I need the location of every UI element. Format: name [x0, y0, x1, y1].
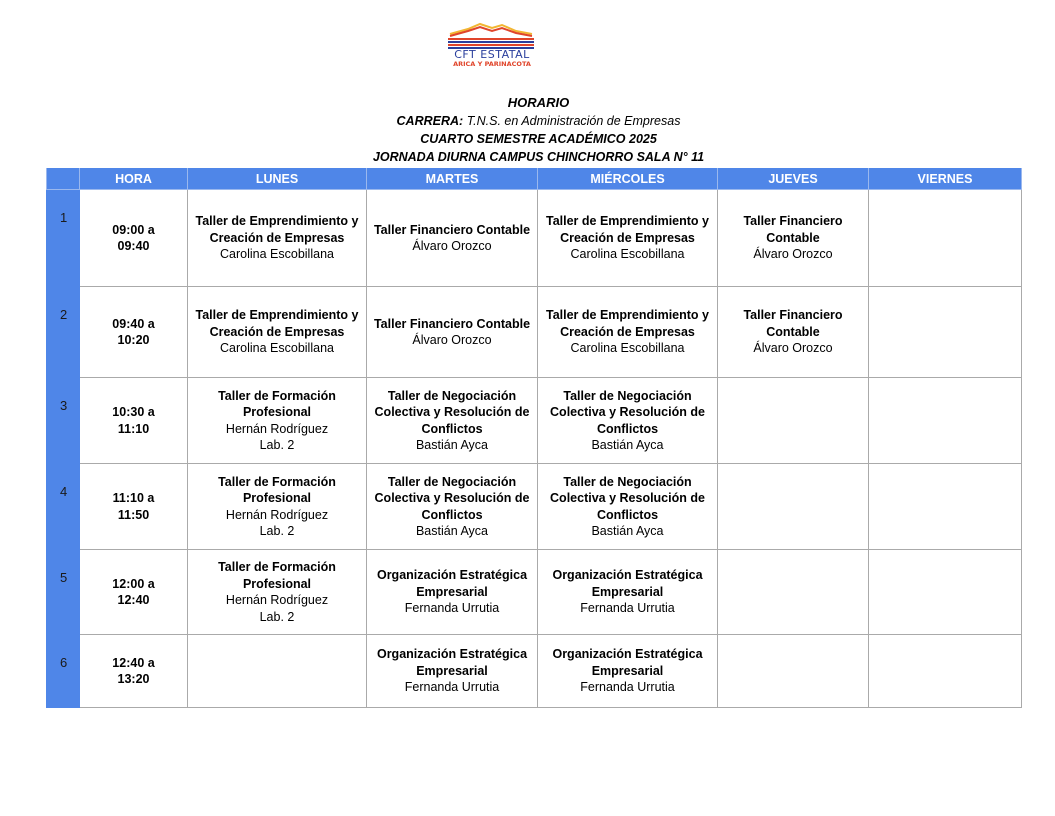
logo-name: CFT ESTATAL — [454, 48, 530, 61]
teacher-name: Álvaro Orozco — [412, 239, 492, 253]
teacher-name: Hernán Rodríguez — [225, 421, 329, 436]
jornada-line: JORNADA DIURNA CAMPUS CHINCHORRO SALA N° 11 — [372, 150, 705, 164]
carrera-line — [22, 112, 1055, 130]
class-cell — [188, 464, 367, 550]
course-name: Taller Financiero Contable — [743, 308, 843, 339]
room-label: Lab. 2 — [259, 438, 295, 452]
teacher-name: Fernanda Urrutia — [580, 680, 675, 695]
corner-cell — [47, 168, 80, 190]
class-cell — [869, 464, 1022, 550]
teacher-name: Bastián Ayca — [591, 438, 664, 452]
course-name: Taller Financiero Contable — [743, 214, 843, 245]
teacher-name: Carolina Escobillana — [220, 247, 334, 262]
col-header-hora: HORA — [80, 168, 188, 190]
hora-start: 12:40 a — [112, 655, 155, 670]
header-row — [47, 168, 1022, 190]
col-header-viernes: VIERNES — [869, 168, 1022, 190]
mountain-logo-icon — [446, 22, 538, 50]
hora-cell — [80, 635, 188, 708]
hora-start: 09:40 a — [112, 316, 155, 331]
teacher-name: Álvaro Orozco — [753, 247, 833, 262]
cft-logo — [446, 22, 538, 70]
room-label: Lab. 2 — [259, 609, 295, 624]
course-name: Taller de Negociación Colectiva y Resolución de Conflictos — [550, 388, 705, 436]
course-name: Taller Financiero Contable — [373, 316, 531, 331]
teacher-name: Fernanda Urrutia — [404, 601, 500, 616]
class-cell — [718, 464, 869, 550]
course-name: Taller de Emprendimiento y Creación de Empresas — [545, 308, 709, 339]
course-name: Organización Estratégica Empresarial — [376, 647, 528, 678]
teacher-name: Álvaro Orozco — [753, 341, 833, 356]
row-number: 5 — [47, 550, 80, 635]
course-name: Taller de Formación Profesional — [218, 560, 336, 591]
class-cell — [367, 550, 538, 635]
class-cell — [188, 635, 367, 708]
teacher-name: Carolina Escobillana — [220, 341, 334, 356]
course-name: Taller de Negociación Colectiva y Resolución de Conflictos — [374, 388, 530, 436]
class-cell — [188, 287, 367, 378]
class-cell — [367, 464, 538, 550]
class-cell — [869, 635, 1022, 708]
class-cell — [538, 550, 718, 635]
class-cell — [869, 287, 1022, 378]
hora-start: 09:00 a — [112, 222, 155, 237]
class-cell — [869, 550, 1022, 635]
class-cell — [718, 550, 869, 635]
class-cell — [538, 287, 718, 378]
class-cell — [718, 287, 869, 378]
course-name: Taller de Formación Profesional — [218, 388, 336, 419]
class-cell — [367, 287, 538, 378]
hora-end: 09:40 — [117, 239, 150, 253]
teacher-name: Bastián Ayca — [415, 524, 489, 538]
class-cell — [188, 190, 367, 287]
course-name: Taller de Emprendimiento y Creación de Empresas — [545, 214, 709, 245]
class-cell — [718, 635, 869, 708]
row-number: 6 — [47, 635, 80, 708]
table-row — [47, 190, 1022, 287]
hora-cell — [80, 190, 188, 287]
row-number: 4 — [47, 464, 80, 550]
carrera-value: T.N.S. en Administración de Empresas — [466, 114, 681, 128]
teacher-name: Carolina Escobillana — [570, 341, 685, 356]
class-cell — [188, 378, 367, 464]
hora-end: 13:20 — [117, 672, 150, 686]
teacher-name: Bastián Ayca — [591, 524, 664, 538]
class-cell — [718, 378, 869, 464]
class-cell — [188, 550, 367, 635]
room-label: Lab. 2 — [259, 524, 295, 538]
teacher-name: Hernán Rodríguez — [225, 593, 329, 607]
semestre-line: CUARTO SEMESTRE ACADÉMICO 2025 — [420, 132, 657, 146]
row-number: 3 — [47, 378, 80, 464]
course-name: Organización Estratégica Empresarial — [552, 647, 703, 678]
hora-start: 10:30 a — [112, 405, 155, 419]
class-cell — [367, 635, 538, 708]
hora-start: 12:00 a — [112, 576, 155, 591]
table-row — [47, 635, 1022, 708]
teacher-name: Bastián Ayca — [415, 438, 489, 452]
col-header-jueves: JUEVES — [718, 168, 869, 190]
schedule-header — [0, 94, 1055, 166]
hora-end: 10:20 — [117, 333, 150, 347]
class-cell — [718, 190, 869, 287]
row-number: 1 — [47, 190, 80, 287]
class-cell — [538, 378, 718, 464]
teacher-name: Fernanda Urrutia — [580, 601, 675, 616]
hora-end: 11:10 — [117, 421, 150, 436]
page-title: HORARIO — [507, 95, 570, 110]
class-cell — [538, 190, 718, 287]
logo-subtitle: ARICA Y PARINACOTA — [453, 60, 531, 68]
class-cell — [538, 464, 718, 550]
row-number: 2 — [47, 287, 80, 378]
hora-cell — [80, 550, 188, 635]
hora-cell — [80, 464, 188, 550]
carrera-label: CARRERA: — [396, 114, 464, 128]
course-name: Taller de Emprendimiento y Creación de Empresas — [195, 308, 359, 339]
class-cell — [538, 635, 718, 708]
class-cell — [869, 190, 1022, 287]
course-name: Organización Estratégica Empresarial — [376, 568, 528, 599]
course-name: Taller Financiero Contable — [373, 222, 531, 237]
course-name: Taller de Negociación Colectiva y Resolución de Conflictos — [550, 474, 705, 522]
hora-end: 11:50 — [117, 507, 150, 522]
teacher-name: Álvaro Orozco — [412, 333, 492, 347]
teacher-name: Fernanda Urrutia — [404, 680, 500, 695]
class-cell — [367, 378, 538, 464]
course-name: Taller de Negociación Colectiva y Resolución de Conflictos — [374, 474, 530, 522]
table-row — [47, 287, 1022, 378]
hora-start: 11:10 a — [112, 491, 155, 505]
course-name: Organización Estratégica Empresarial — [552, 568, 703, 599]
col-header-lunes: LUNES — [188, 168, 367, 190]
teacher-name: Carolina Escobillana — [570, 247, 685, 262]
course-name: Taller de Formación Profesional — [218, 474, 336, 505]
table-row — [47, 550, 1022, 635]
hora-end: 12:40 — [117, 593, 150, 607]
course-name: Taller de Emprendimiento y Creación de Empresas — [195, 214, 359, 245]
class-cell — [367, 190, 538, 287]
teacher-name: Hernán Rodríguez — [225, 507, 329, 522]
col-header-miercoles: MIÉRCOLES — [538, 168, 718, 190]
class-cell — [869, 378, 1022, 464]
table-row — [47, 378, 1022, 464]
schedule-table — [46, 168, 1022, 708]
hora-cell — [80, 287, 188, 378]
col-header-martes: MARTES — [367, 168, 538, 190]
table-row — [47, 464, 1022, 550]
hora-cell — [80, 378, 188, 464]
